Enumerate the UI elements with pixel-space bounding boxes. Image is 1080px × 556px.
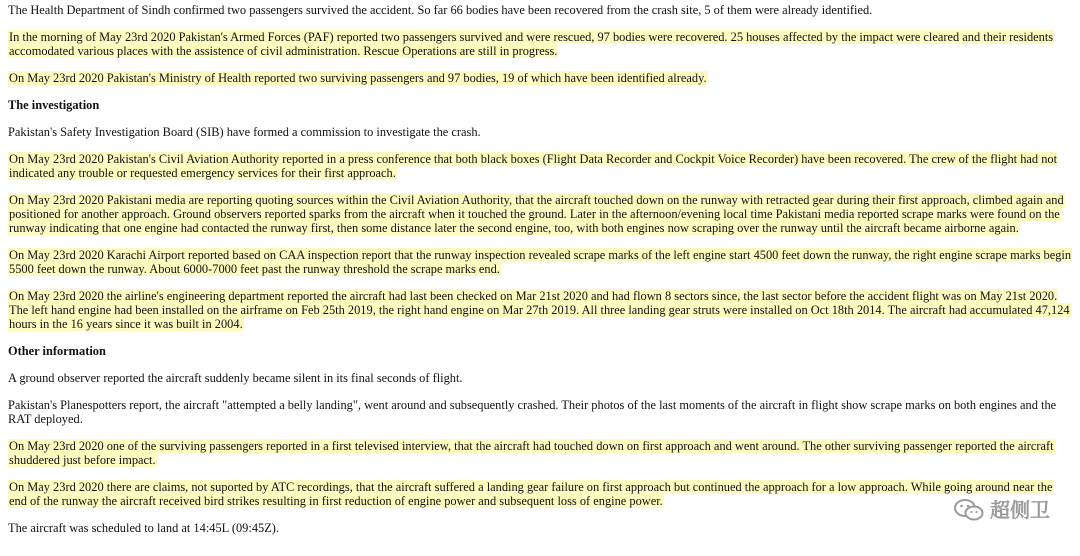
paragraph-14 [8, 480, 1072, 508]
paragraph-13 [8, 439, 1072, 467]
paragraph-text: The aircraft was scheduled to land at 14:45L (09:45Z). [8, 521, 280, 535]
highlighted-text: On May 23rd 2020 Pakistan's Ministry of Health reported two surviving passengers and 97 bodies, 19 of which have been identified already. [9, 71, 707, 85]
highlighted-text: On May 23rd 2020 Pakistani media are reporting quoting sources within the Civil Aviation Authority, that the aircraft touched down on the runway with retracted gear during their first approach, climbed again and positioned for another approach. Ground observers reported sparks from the aircraft when it touched the ground. Later in the afternoon/evening local time Pakistani media reported scrape marks were found on the runway indicating that one engine had contacted the runway first, then some distance later the second engine, too, with both engines now scraping over the runway until the aircraft became airborne again. [9, 193, 1064, 235]
watermark-text: 超侧卫 [990, 498, 1050, 522]
highlighted-text: In the morning of May 23rd 2020 Pakistan's Armed Forces (PAF) reported two passengers survived and were rescued, 97 bodies were recovered. 25 houses affected by the impact were cleared and their residents accomodated various places with the assistence of civil administration. Rescue Operations are still in progress. [9, 30, 1054, 58]
paragraph-5 [8, 125, 1072, 139]
paragraph-text: A ground observer reported the aircraft suddenly became silent in its final seconds of flight. [8, 371, 463, 385]
section-heading-investigation: The investigation [8, 98, 100, 112]
paragraph-3 [8, 71, 1072, 85]
paragraph-7 [8, 193, 1072, 235]
highlighted-text: On May 23rd 2020 Karachi Airport reported based on CAA inspection report that the runway inspection revealed scrape marks of the left engine start 4500 feet down the runway, the right engine scrape marks begin 5500 feet down the runway. About 6000-7000 feet past the runway threshold the scrape marks end. [9, 248, 1072, 276]
paragraph-text: Pakistan's Planespotters report, the aircraft "attempted a belly landing", went around and subsequently crashed. Their photos of the last moments of the aircraft in flight show scrape marks on both engines and the RAT deployed. [8, 398, 1057, 426]
article-body [8, 3, 1072, 548]
paragraph-6 [8, 152, 1072, 180]
highlighted-text: On May 23rd 2020 Pakistan's Civil Aviation Authority reported in a press conference that both black boxes (Flight Data Recorder and Cockpit Voice Recorder) have been recovered. The crew of the flight had not indicated any trouble or requested emergency services for their first approach. [9, 152, 1058, 180]
paragraph-12 [8, 398, 1072, 426]
paragraph-11 [8, 371, 1072, 385]
highlighted-text: On May 23rd 2020 there are claims, not suported by ATC recordings, that the aircraft suffered a landing gear failure on first approach but continued the approach for a low approach. While going around near the end of the runway the aircraft received bird strikes resulting in first reduction of engine power and subsequent loss of engine power. [9, 480, 1053, 508]
paragraph-2 [8, 30, 1072, 58]
paragraph-text: Pakistan's Safety Investigation Board (SIB) have formed a commission to investigate the crash. [8, 125, 481, 139]
highlighted-text: On May 23rd 2020 one of the surviving passengers reported in a first televised interview, that the aircraft had touched down on first approach and went around. The other surviving passenger reported the aircraft shuddered just before impact. [9, 439, 1054, 467]
paragraph-9 [8, 289, 1072, 331]
paragraph-15 [8, 521, 1072, 535]
section-heading-other-information: Other information [8, 344, 106, 358]
paragraph-1 [8, 3, 1072, 17]
highlighted-text: On May 23rd 2020 the airline's engineering department reported the aircraft had last been checked on Mar 21st 2020 and had flown 8 sectors since, the last sector before the accident flight was on May 21st 2020. The left hand engine had been installed on the airframe on Feb 25th 2019, the right hand engine on Mar 27th 2019. All three landing gear struts were installed on Oct 18th 2014. The aircraft had accumulated 47,124 hours in the 16 years since it was built in 2004. [9, 289, 1070, 331]
paragraph-text: The Health Department of Sindh confirmed two passengers survived the accident. So far 66 bodies have been recovered from the crash site, 5 of them were already identified. [8, 3, 873, 17]
paragraph-8 [8, 248, 1072, 276]
